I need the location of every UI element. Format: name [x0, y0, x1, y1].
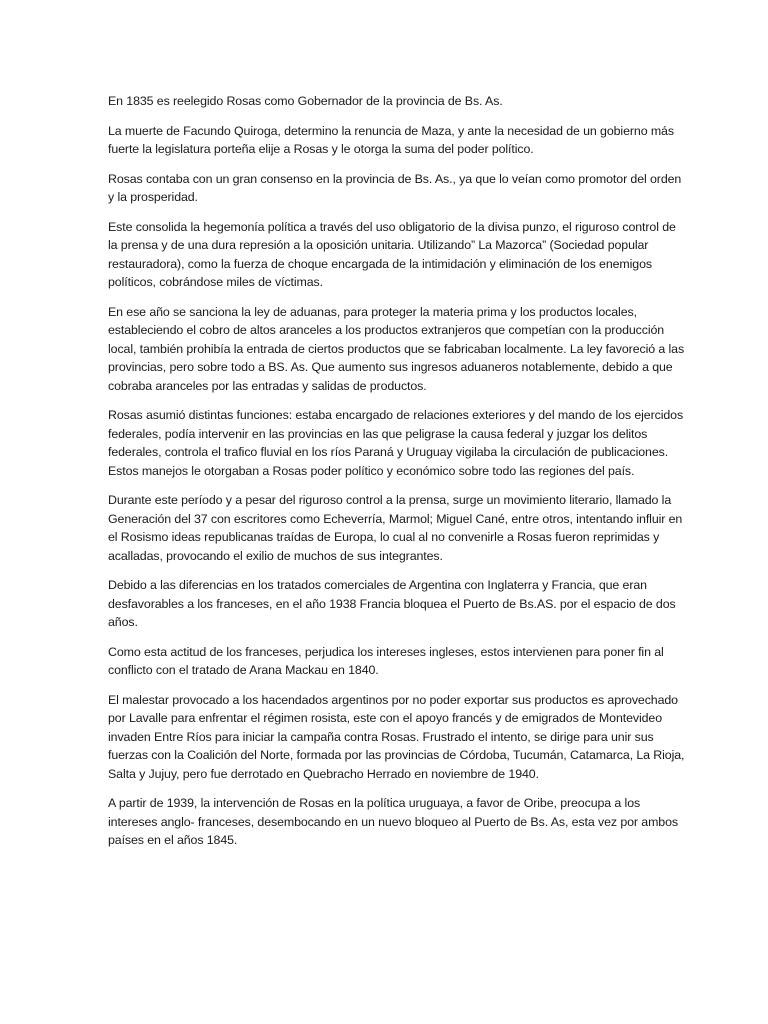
paragraph-hegemony: Este consolida la hegemonía política a través del uso obligatorio de la divisa punzo, el riguroso control de la prensa y de una dura represión a la oposición unitaria. Utilizando” La Mazorca” (Sociedad popular restauradora), como la fuerza de choque encargada de la intimidación y eliminación de los enemigos políticos, cobrándose miles de víctimas.: [108, 219, 676, 289]
paragraph-functions: Rosas asumió distintas funciones: estaba encargado de relaciones exteriores y del mando de los ejercidos federales, podía intervenir en las provincias en las que peligrase la causa federal y juzgar los delitos federales, controla el trafico fluvial en los ríos Paraná y Uruguay vigilaba la circulación de publicaciones. Estos manejos le otorgaban a Rosas poder político y económico sobre todo las regiones del país.: [108, 408, 684, 478]
paragraph-consensus: Rosas contaba con un gran consenso en la provincia de Bs. As., ya que lo veían como promotor del orden y la prosperidad.: [108, 171, 682, 204]
paragraph-reelection: En 1835 es reelegido Rosas como Gobernador de la provincia de Bs. As.: [108, 94, 503, 108]
paragraph-lavalle: El malestar provocado a los hacendados argentinos por no poder exportar sus productos es aprovechado por Lavalle para enfrentar el régimen rosista, este con el apoyo francés y de emigrados de Montevideo invaden Entre Ríos para iniciar la campaña contra Rosas. Frustrado el intento, se dirige para unir sus fuerzas con la Coalición del Norte, formada por las provincias de Córdoba, Tucumán, Catamarca, La Rioja, Salta y Jujuy, pero fue derrotado en Quebracho Herrado en noviembre de 1940.: [108, 692, 685, 781]
document-text-body: [108, 92, 688, 861]
paragraph-anglo-french-blockade: A partir de 1939, la intervención de Rosas en la política uruguaya, a favor de Oribe, preocupa a los intereses anglo- franceses, desembocando en un nuevo bloqueo al Puerto de Bs. As, esta vez por ambos países en el años 1845.: [108, 796, 678, 847]
paragraph-french-blockade: Debido a las diferencias en los tratados comerciales de Argentina con Inglaterra y Francia, que eran desfavorables a los franceses, en el año 1938 Francia bloquea el Puerto de Bs.AS. por el espacio de dos años.: [108, 578, 676, 629]
paragraph-generation-37: Durante este período y a pesar del riguroso control a la prensa, surge un movimiento literario, llamado la Generación del 37 con escritores como Echeverría, Marmol; Miguel Cané, entre otros, intentando influir en el Rosismo ideas republicanas traídas de Europa, lo cual al no convenirle a Rosas fueron reprimidas y acalladas, provocando el exilio de muchos de sus integrantes.: [108, 493, 683, 563]
paragraph-arana-mackau: Como esta actitud de los franceses, perjudica los intereses ingleses, estos intervienen para poner fin al conflicto con el tratado de Arana Mackau en 1840.: [108, 644, 664, 677]
paragraph-customs-law: En ese año se sanciona la ley de aduanas, para proteger la materia prima y los productos locales, estableciendo el cobro de altos aranceles a los productos extranjeros que competían con la producción local, también prohibía la entrada de ciertos productos que se fabricaban localmente. La ley favoreció a las provincias, pero sobre todo a BS. As. Que aumento sus ingresos aduaneros notablemente, debido a que cobraba aranceles por las entradas y salidas de productos.: [108, 304, 685, 393]
paragraph-quiroga-death: La muerte de Facundo Quiroga, determino la renuncia de Maza, y ante la necesidad de un gobierno más fuerte la legislatura porteña elije a Rosas y le otorga la suma del poder político.: [108, 123, 674, 156]
